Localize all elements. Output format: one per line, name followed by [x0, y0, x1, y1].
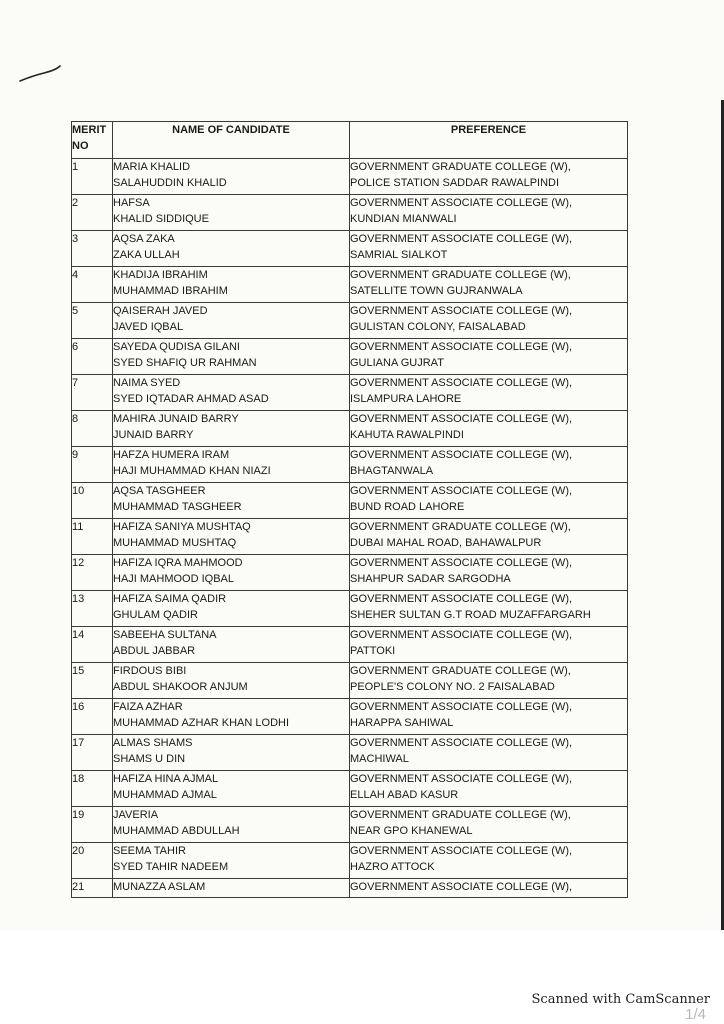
college-name: GOVERNMENT ASSOCIATE COLLEGE (W), [350, 305, 573, 317]
merit-number: 11 [72, 519, 113, 555]
college-location: HARAPPA SAHIWAL [350, 717, 454, 729]
handwritten-tick-icon [18, 64, 62, 84]
table-row [72, 195, 628, 231]
candidate-name: FAIZA AZHAR [113, 701, 183, 713]
merit-number: 7 [72, 375, 113, 411]
table-row [72, 303, 628, 339]
father-name: MUHAMMAD AZHAR KHAN LODHI [113, 717, 290, 729]
merit-number: 9 [72, 447, 113, 483]
candidate-name: MAHIRA JUNAID BARRY [113, 413, 239, 425]
merit-number: 13 [72, 591, 113, 627]
preference-cell [350, 483, 628, 519]
father-name: MUHAMMAD ABDULLAH [113, 825, 240, 837]
college-name: GOVERNMENT ASSOCIATE COLLEGE (W), [350, 413, 573, 425]
table-row [72, 699, 628, 735]
father-name: JAVED IQBAL [113, 321, 184, 333]
preference-cell [350, 663, 628, 699]
table-row [72, 627, 628, 663]
college-location: PEOPLE'S COLONY NO. 2 FAISALABAD [350, 681, 555, 693]
father-name: ZAKA ULLAH [113, 249, 180, 261]
college-name: GOVERNMENT ASSOCIATE COLLEGE (W), [350, 845, 573, 857]
college-name: GOVERNMENT GRADUATE COLLEGE (W), [350, 161, 571, 173]
father-name: MUHAMMAD AJMAL [113, 789, 217, 801]
college-location: BUND ROAD LAHORE [350, 501, 465, 513]
table-row [72, 483, 628, 519]
college-location: SHEHER SULTAN G.T ROAD MUZAFFARGARH [350, 609, 591, 621]
merit-number: 4 [72, 267, 113, 303]
college-name: GOVERNMENT ASSOCIATE COLLEGE (W), [350, 737, 573, 749]
father-name: SYED IQTADAR AHMAD ASAD [113, 393, 269, 405]
preference-cell [350, 447, 628, 483]
candidate-name: MUNAZZA ASLAM [113, 881, 206, 893]
candidate-cell [113, 483, 350, 519]
college-name: GOVERNMENT ASSOCIATE COLLEGE (W), [350, 557, 573, 569]
candidate-name-header: NAME OF CANDIDATE [113, 122, 350, 159]
college-name: GOVERNMENT ASSOCIATE COLLEGE (W), [350, 593, 573, 605]
merit-number: 19 [72, 807, 113, 843]
table-row [72, 519, 628, 555]
father-name: MUHAMMAD IBRAHIM [113, 285, 228, 297]
candidate-cell [113, 375, 350, 411]
preference-cell [350, 195, 628, 231]
college-name: GOVERNMENT ASSOCIATE COLLEGE (W), [350, 773, 573, 785]
candidate-name: SEEMA TAHIR [113, 845, 186, 857]
preference-cell [350, 735, 628, 771]
college-name: GOVERNMENT GRADUATE COLLEGE (W), [350, 809, 571, 821]
college-name: GOVERNMENT ASSOCIATE COLLEGE (W), [350, 377, 573, 389]
candidate-name: AQSA TASGHEER [113, 485, 206, 497]
merit-number: 1 [72, 159, 113, 195]
candidate-name: FIRDOUS BIBI [113, 665, 187, 677]
candidate-name: HAFIZA IQRA MAHMOOD [113, 557, 243, 569]
college-location: PATTOKI [350, 645, 396, 657]
candidate-name: HAFSA [113, 197, 150, 209]
college-location: NEAR GPO KHANEWAL [350, 825, 473, 837]
college-name: GOVERNMENT ASSOCIATE COLLEGE (W), [350, 881, 573, 893]
preference-header: PREFERENCE [350, 122, 628, 159]
merit-list-table [71, 121, 628, 898]
preference-cell [350, 591, 628, 627]
college-name: GOVERNMENT ASSOCIATE COLLEGE (W), [350, 629, 573, 641]
candidate-name: HAFZA HUMERA IRAM [113, 449, 230, 461]
candidate-cell [113, 627, 350, 663]
table-row [72, 231, 628, 267]
college-location: ELLAH ABAD KASUR [350, 789, 459, 801]
merit-number: 2 [72, 195, 113, 231]
candidate-cell [113, 267, 350, 303]
father-name: SYED SHAFIQ UR RAHMAN [113, 357, 257, 369]
table-row [72, 447, 628, 483]
candidate-cell [113, 735, 350, 771]
candidate-cell [113, 339, 350, 375]
preference-cell [350, 519, 628, 555]
candidate-cell [113, 591, 350, 627]
candidate-cell [113, 879, 350, 898]
college-location: SHAHPUR SADAR SARGODHA [350, 573, 511, 585]
table-row [72, 555, 628, 591]
candidate-name: HAFIZA HINA AJMAL [113, 773, 219, 785]
college-name: GOVERNMENT ASSOCIATE COLLEGE (W), [350, 449, 573, 461]
preference-cell [350, 267, 628, 303]
merit-number: 16 [72, 699, 113, 735]
father-name: MUHAMMAD TASGHEER [113, 501, 242, 513]
college-location: KUNDIAN MIANWALI [350, 213, 457, 225]
table-row [72, 267, 628, 303]
merit-number: 20 [72, 843, 113, 879]
candidate-cell [113, 411, 350, 447]
college-name: GOVERNMENT ASSOCIATE COLLEGE (W), [350, 341, 573, 353]
college-name: GOVERNMENT GRADUATE COLLEGE (W), [350, 269, 571, 281]
candidate-cell [113, 663, 350, 699]
table-row [72, 411, 628, 447]
merit-no-header: MERIT NO [72, 122, 113, 159]
table-row [72, 771, 628, 807]
table-row [72, 591, 628, 627]
candidate-name: SAYEDA QUDISA GILANI [113, 341, 240, 353]
father-name: SHAMS U DIN [113, 753, 186, 765]
preference-cell [350, 555, 628, 591]
preference-cell [350, 339, 628, 375]
candidate-cell [113, 519, 350, 555]
candidate-name: JAVERIA [113, 809, 159, 821]
candidate-name: SABEEHA SULTANA [113, 629, 217, 641]
preference-cell [350, 699, 628, 735]
candidate-cell [113, 303, 350, 339]
merit-number: 10 [72, 483, 113, 519]
candidate-name: MARIA KHALID [113, 161, 191, 173]
candidate-name: HAFIZA SAIMA QADIR [113, 593, 227, 605]
college-location: KAHUTA RAWALPINDI [350, 429, 464, 441]
candidate-name: NAIMA SYED [113, 377, 181, 389]
college-name: GOVERNMENT ASSOCIATE COLLEGE (W), [350, 197, 573, 209]
father-name: JUNAID BARRY [113, 429, 194, 441]
father-name: HAJI MAHMOOD IQBAL [113, 573, 235, 585]
candidate-cell [113, 159, 350, 195]
college-location: GULISTAN COLONY, FAISALABAD [350, 321, 526, 333]
merit-number: 5 [72, 303, 113, 339]
preference-cell [350, 159, 628, 195]
table-row [72, 843, 628, 879]
candidate-name: QAISERAH JAVED [113, 305, 208, 317]
candidate-cell [113, 807, 350, 843]
candidate-name: KHADIJA IBRAHIM [113, 269, 208, 281]
candidate-name: AQSA ZAKA [113, 233, 175, 245]
college-name: GOVERNMENT ASSOCIATE COLLEGE (W), [350, 233, 573, 245]
scanner-watermark: Scanned with CamScanner [531, 992, 710, 1007]
father-name: KHALID SIDDIQUE [113, 213, 209, 225]
father-name: MUHAMMAD MUSHTAQ [113, 537, 237, 549]
college-name: GOVERNMENT GRADUATE COLLEGE (W), [350, 521, 571, 533]
table-row [72, 159, 628, 195]
table-header-row [72, 122, 628, 159]
college-location: DUBAI MAHAL ROAD, BAHAWALPUR [350, 537, 542, 549]
preference-cell [350, 771, 628, 807]
college-name: GOVERNMENT ASSOCIATE COLLEGE (W), [350, 485, 573, 497]
merit-number: 17 [72, 735, 113, 771]
college-location: MACHIWAL [350, 753, 409, 765]
candidate-cell [113, 843, 350, 879]
preference-cell [350, 843, 628, 879]
preference-cell [350, 879, 628, 898]
father-name: GHULAM QADIR [113, 609, 198, 621]
merit-number: 3 [72, 231, 113, 267]
table-row [72, 339, 628, 375]
candidate-name: ALMAS SHAMS [113, 737, 193, 749]
table-row [72, 375, 628, 411]
table-row [72, 735, 628, 771]
preference-cell [350, 231, 628, 267]
college-location: SAMRIAL SIALKOT [350, 249, 448, 261]
college-location: ISLAMPURA LAHORE [350, 393, 462, 405]
table-body [72, 159, 628, 898]
preference-cell [350, 303, 628, 339]
college-location: SATELLITE TOWN GUJRANWALA [350, 285, 523, 297]
page-indicator: 1/4 [685, 1006, 706, 1023]
table-row [72, 807, 628, 843]
father-name: ABDUL JABBAR [113, 645, 196, 657]
preference-cell [350, 411, 628, 447]
candidate-name: HAFIZA SANIYA MUSHTAQ [113, 521, 251, 533]
college-location: GULIANA GUJRAT [350, 357, 444, 369]
merit-number: 12 [72, 555, 113, 591]
merit-number: 18 [72, 771, 113, 807]
candidate-cell [113, 195, 350, 231]
merit-number: 8 [72, 411, 113, 447]
candidate-cell [113, 231, 350, 267]
merit-number: 15 [72, 663, 113, 699]
table-row [72, 879, 628, 898]
candidate-cell [113, 555, 350, 591]
merit-number: 14 [72, 627, 113, 663]
merit-number: 6 [72, 339, 113, 375]
college-location: POLICE STATION SADDAR RAWALPINDI [350, 177, 560, 189]
college-name: GOVERNMENT ASSOCIATE COLLEGE (W), [350, 701, 573, 713]
preference-cell [350, 375, 628, 411]
father-name: SYED TAHIR NADEEM [113, 861, 229, 873]
table-row [72, 663, 628, 699]
merit-number: 21 [72, 879, 113, 898]
candidate-cell [113, 771, 350, 807]
father-name: HAJI MUHAMMAD KHAN NIAZI [113, 465, 271, 477]
preference-cell [350, 807, 628, 843]
college-name: GOVERNMENT GRADUATE COLLEGE (W), [350, 665, 571, 677]
preference-cell [350, 627, 628, 663]
candidate-cell [113, 447, 350, 483]
candidate-cell [113, 699, 350, 735]
college-location: BHAGTANWALA [350, 465, 434, 477]
college-location: HAZRO ATTOCK [350, 861, 435, 873]
father-name: SALAHUDDIN KHALID [113, 177, 227, 189]
father-name: ABDUL SHAKOOR ANJUM [113, 681, 248, 693]
